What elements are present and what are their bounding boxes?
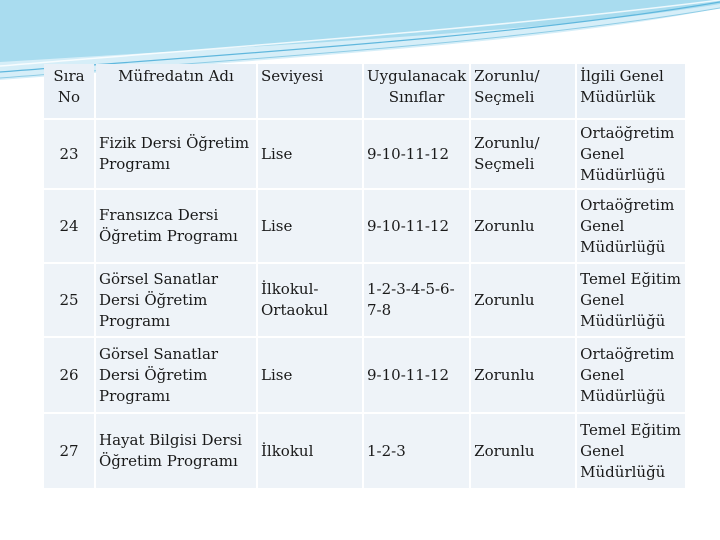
row-classes: 1-2-3-4-5-6-7-8 (364, 264, 469, 336)
table-row (44, 264, 685, 336)
header-sira-no: Sıra No (44, 64, 94, 118)
table-row (44, 120, 685, 188)
row-required: Zorunlu/ Seçmeli (471, 120, 575, 188)
row-no: 27 (44, 414, 94, 488)
wave-band (0, 0, 720, 62)
row-level: Lise (258, 190, 362, 262)
row-directorate: Temel Eğitim Genel Müdürlüğü (577, 264, 685, 336)
row-name: Görsel Sanatlar Dersi Öğretim Programı (96, 264, 256, 336)
row-directorate: Ortaöğretim Genel Müdürlüğü (577, 120, 685, 188)
row-name: Hayat Bilgisi Dersi Öğretim Programı (96, 414, 256, 488)
header-zorunlu-secmeli: Zorunlu/ Seçmeli (471, 64, 575, 118)
row-level: İlkokul-Ortaokul (258, 264, 362, 336)
row-directorate: Ortaöğretim Genel Müdürlüğü (577, 190, 685, 262)
row-no: 25 (44, 264, 94, 336)
header-seviyesi: Seviyesi (258, 64, 362, 118)
row-required: Zorunlu (471, 264, 575, 336)
row-classes: 9-10-11-12 (364, 190, 469, 262)
row-level: Lise (258, 120, 362, 188)
header-genel-mudurluk: İlgili Genel Müdürlük (577, 64, 685, 118)
row-name: Fransızca Dersi Öğretim Programı (96, 190, 256, 262)
row-required: Zorunlu (471, 338, 575, 412)
row-classes: 9-10-11-12 (364, 120, 469, 188)
row-directorate: Temel Eğitim Genel Müdürlüğü (577, 414, 685, 488)
table-row (44, 338, 685, 412)
table-row (44, 190, 685, 262)
row-required: Zorunlu (471, 414, 575, 488)
table-row (44, 414, 685, 488)
row-no: 24 (44, 190, 94, 262)
row-directorate: Ortaöğretim Genel Müdürlüğü (577, 338, 685, 412)
row-required: Zorunlu (471, 190, 575, 262)
row-level: İlkokul (258, 414, 362, 488)
row-classes: 1-2-3 (364, 414, 469, 488)
table-header-row (44, 64, 685, 118)
header-uygulanacak-siniflar: Uygulanacak Sınıflar (364, 64, 469, 118)
row-level: Lise (258, 338, 362, 412)
row-name: Görsel Sanatlar Dersi Öğretim Programı (96, 338, 256, 412)
curriculum-table (42, 62, 687, 490)
row-no: 23 (44, 120, 94, 188)
row-no: 26 (44, 338, 94, 412)
row-classes: 9-10-11-12 (364, 338, 469, 412)
header-mufredat-adi: Müfredatın Adı (96, 64, 256, 118)
row-name: Fizik Dersi Öğretim Programı (96, 120, 256, 188)
